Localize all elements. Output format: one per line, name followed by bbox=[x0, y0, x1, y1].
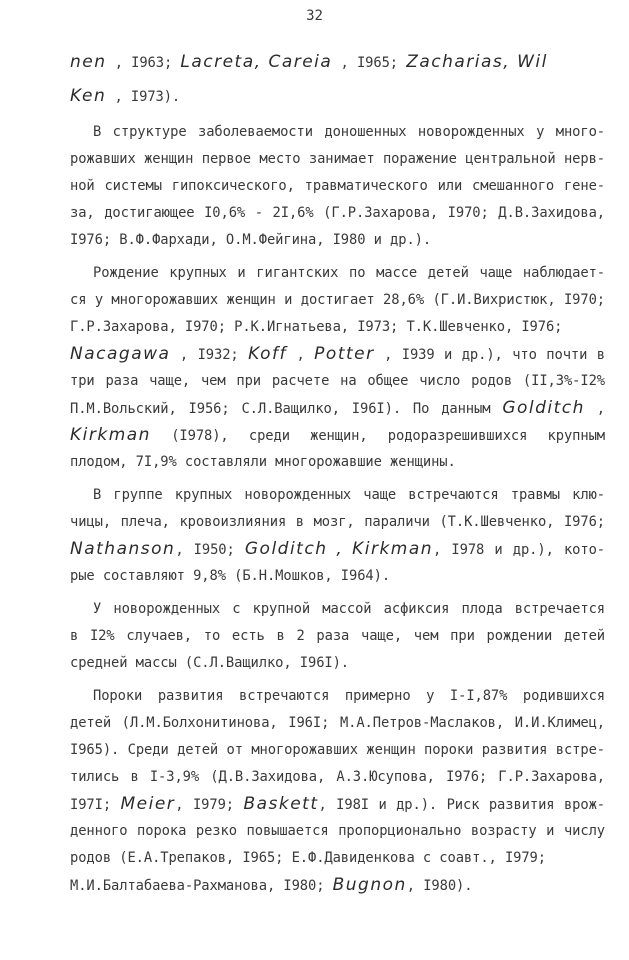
typed-text: , I950; bbox=[175, 542, 245, 558]
text-line bbox=[70, 371, 605, 391]
text-line bbox=[70, 848, 605, 868]
handwritten-citation: Kirkman bbox=[70, 425, 151, 445]
text-line bbox=[70, 767, 605, 787]
typed-text: I965). Среди детей от многорожавших женщин пороки развития встре- bbox=[70, 742, 605, 758]
typed-text: в I2% случаев, то есть в 2 раза чаще, чем при рождении детей bbox=[70, 628, 605, 644]
text-line bbox=[93, 686, 605, 706]
text-line bbox=[70, 425, 605, 446]
text-line bbox=[93, 599, 605, 619]
handwritten-citation: Potter bbox=[314, 344, 375, 364]
text-line bbox=[70, 539, 605, 560]
typed-text: плодом, 7I,9% составляли многорожавшие женщины. bbox=[70, 454, 456, 470]
text-line bbox=[70, 821, 605, 841]
text-line bbox=[70, 875, 605, 896]
text-line bbox=[70, 176, 605, 196]
text-line bbox=[93, 485, 605, 505]
typed-text: В группе крупных новорожденных чаще встречаются травмы клю- bbox=[93, 487, 605, 503]
typed-text: чицы, плеча, кровоизлияния в мозг, параличи (Т.К.Шевченко, I976; bbox=[70, 514, 605, 530]
text-line bbox=[70, 290, 605, 310]
text-line bbox=[70, 230, 605, 250]
text-line bbox=[70, 86, 605, 107]
typed-text: I97I; bbox=[70, 797, 121, 813]
typed-text: средней массы (С.Л.Ващилко, I96I). bbox=[70, 655, 350, 671]
typed-text: , I973). bbox=[106, 89, 181, 105]
typed-text: , I965; bbox=[332, 55, 407, 71]
typed-text: ной системы гипоксического, травматического или смешанного гене- bbox=[70, 178, 605, 194]
typed-text: I976; В.Ф.Фархади, О.М.Фейгина, I980 и др.). bbox=[70, 232, 432, 248]
text-line bbox=[93, 122, 605, 142]
typed-text: денного порока резко повышается пропорционально возрасту и числу bbox=[70, 823, 605, 839]
handwritten-citation: Golditch bbox=[502, 398, 585, 418]
handwritten-citation: Golditch , Kirkman bbox=[244, 539, 434, 559]
typed-text: родов (Е.А.Трепаков, I965; Е.Ф.Давиденкова с соавт., I979; bbox=[70, 850, 546, 866]
typed-text: , I979; bbox=[175, 797, 244, 813]
typed-text: детей (Л.М.Болхонитинова, I96I; М.А.Петров-Маслаков, И.И.Климец, bbox=[70, 715, 605, 731]
text-line bbox=[70, 344, 605, 365]
handwritten-citation: Nacagawa bbox=[70, 344, 171, 364]
typed-text: (I978), среди женщин, родоразрешившихся крупным bbox=[150, 428, 605, 444]
handwritten-citation: Baskett bbox=[243, 794, 319, 814]
handwritten-citation: Ken bbox=[70, 86, 107, 106]
text-line bbox=[70, 626, 605, 646]
text-line bbox=[70, 398, 605, 419]
handwritten-citation: Bugnon bbox=[332, 875, 407, 895]
typed-text: , I932; bbox=[170, 347, 249, 363]
typed-text: ся у многорожавших женщин и достигает 28,6% (Г.И.Вихристюк, I970; bbox=[70, 292, 605, 308]
text-line bbox=[70, 149, 605, 169]
text-line bbox=[70, 317, 605, 337]
typed-text: Рождение крупных и гигантских по массе детей чаще наблюдает- bbox=[93, 265, 605, 281]
text-line bbox=[93, 263, 605, 283]
typed-text: тились в I-3,9% (Д.В.Захидова, А.З.Юсупова, I976; Г.Р.Захарова, bbox=[70, 769, 605, 785]
typed-text: , I98I и др.). Риск развития врож- bbox=[318, 797, 605, 813]
text-line bbox=[70, 794, 605, 815]
typed-text: В структуре заболеваемости доношенных новорожденных у много- bbox=[93, 124, 605, 140]
text-line bbox=[70, 203, 605, 223]
text-line bbox=[70, 566, 605, 586]
typed-text: , I978 и др.), кото- bbox=[433, 542, 605, 558]
typed-text: , bbox=[584, 401, 605, 417]
typed-text: Г.Р.Захарова, I970; Р.К.Игнатьева, I973; Т.К.Шевченко, I976; bbox=[70, 319, 563, 335]
text-line bbox=[70, 512, 605, 532]
text-line bbox=[70, 713, 605, 733]
typed-text: , I939 и др.), что почти в bbox=[374, 347, 606, 363]
handwritten-citation: Nathanson bbox=[70, 539, 176, 559]
typed-text: , I980). bbox=[406, 878, 473, 894]
text-line bbox=[70, 740, 605, 760]
page-number: 32 bbox=[306, 8, 323, 24]
typed-text: П.М.Вольский, I956; С.Л.Ващилко, I96I). По данным bbox=[70, 401, 503, 417]
typed-text: У новорожденных с крупной массой асфиксия плода встречается bbox=[93, 601, 605, 617]
handwritten-citation: Lacreta, Careia bbox=[180, 52, 333, 72]
handwritten-citation: Zacharias, Wil bbox=[406, 52, 548, 72]
text-line bbox=[70, 452, 605, 472]
handwritten-citation: Koff bbox=[248, 344, 288, 364]
text-line bbox=[70, 653, 605, 673]
typed-text: за, достигающее I0,6% - 2I,6% (Г.Р.Захарова, I970; Д.В.Захидова, bbox=[70, 205, 605, 221]
typed-text: М.И.Балтабаева-Рахманова, I980; bbox=[70, 878, 333, 894]
typed-text: , I963; bbox=[106, 55, 181, 71]
typed-text: три раза чаще, чем при расчете на общее число родов (II,3%-I2% bbox=[70, 373, 605, 389]
typed-text: Пороки развития встречаются примерно у I-I,87% родившихся bbox=[93, 688, 605, 704]
handwritten-citation: Meier bbox=[120, 794, 176, 814]
typed-text: рожавших женщин первое место занимает поражение центральной нерв- bbox=[70, 151, 605, 167]
text-line bbox=[70, 52, 605, 73]
typed-text: , bbox=[287, 347, 315, 363]
handwritten-citation: nen bbox=[70, 52, 107, 72]
typed-text: рые составляют 9,8% (Б.Н.Мошков, I964). bbox=[70, 568, 391, 584]
